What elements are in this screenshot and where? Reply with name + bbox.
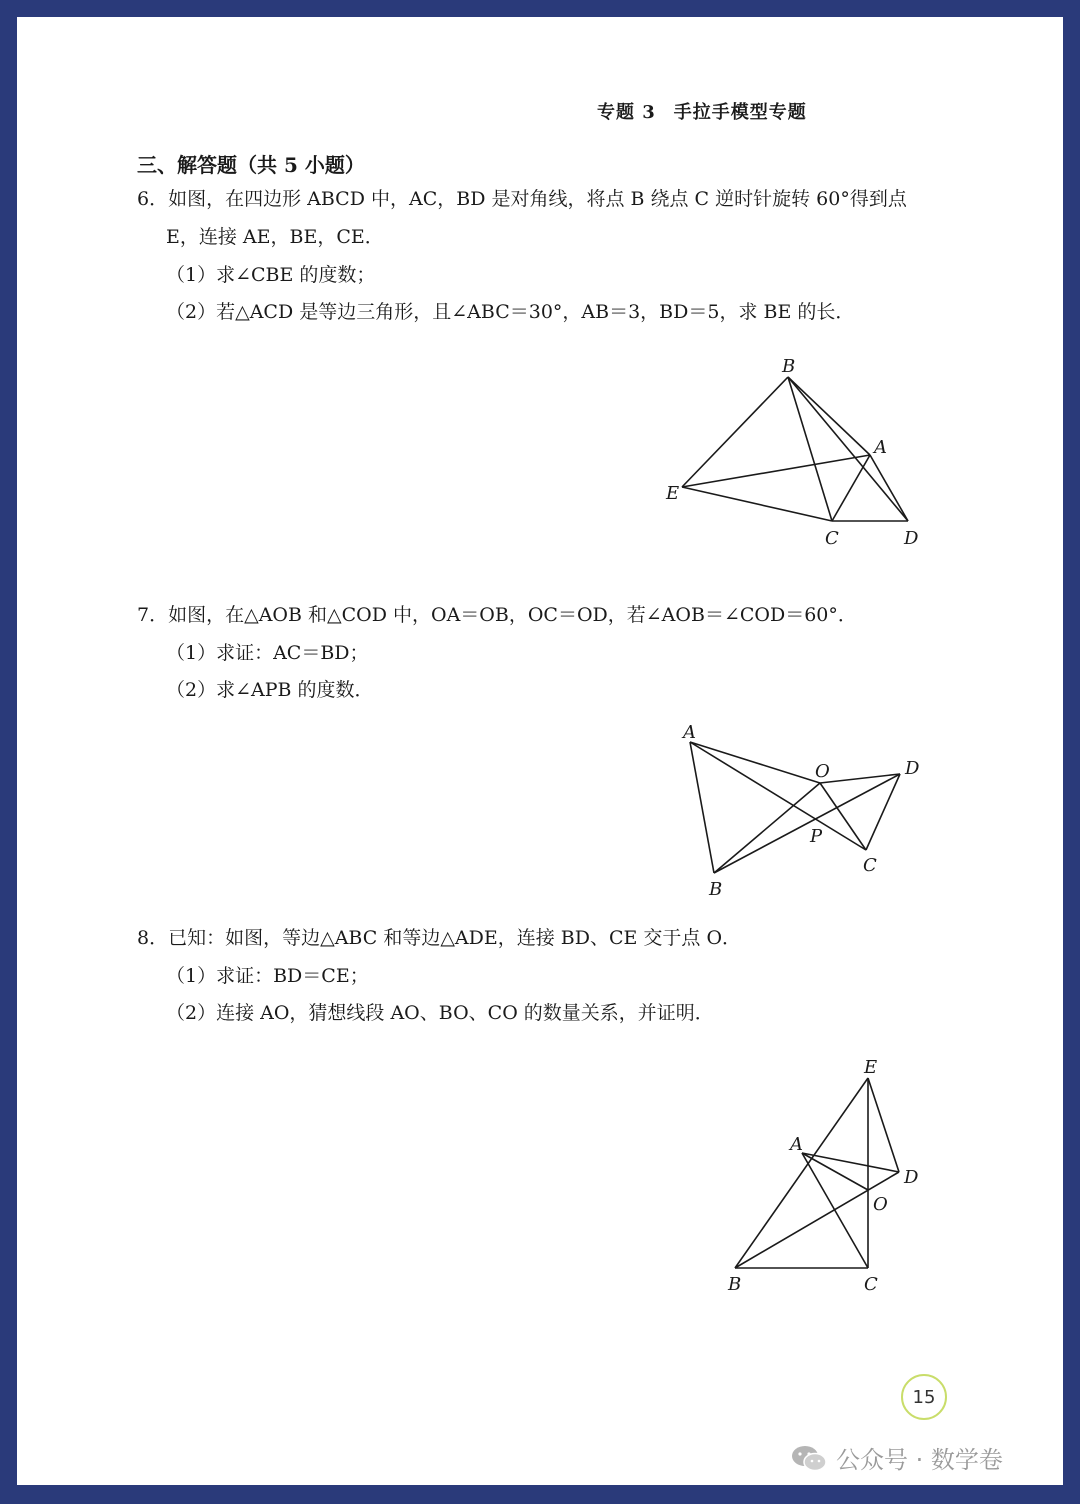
wechat-icon <box>790 1443 828 1473</box>
q6-label-C: C <box>825 528 839 549</box>
q8-part2: （2）连接 AO，猜想线段 AO、BO、CO 的数量关系，并证明． <box>166 1002 714 1024</box>
q8-seg-CA <box>802 1153 868 1268</box>
q7-label-C: C <box>863 855 877 876</box>
q6-label-E: E <box>666 483 680 504</box>
q7-label-D: D <box>905 758 920 779</box>
q8-seg-ED <box>868 1078 899 1172</box>
q7-label-P: P <box>810 826 823 847</box>
q7-label-A: A <box>683 722 696 743</box>
q8-label-O: O <box>873 1194 888 1215</box>
q6-part1: （1）求∠CBE 的度数； <box>166 264 376 286</box>
page-number: 15 <box>901 1374 947 1420</box>
q8-part1: （1）求证：BD＝CE； <box>166 965 369 987</box>
q6-label-D: D <box>904 528 919 549</box>
watermark <box>790 1440 1003 1475</box>
q8-label-E: E <box>864 1057 878 1078</box>
q8-label-C: C <box>864 1274 878 1295</box>
q8-label-B: B <box>728 1274 742 1295</box>
q8-label-D: D <box>904 1167 919 1188</box>
q6-label-B: B <box>782 356 796 377</box>
watermark-text: 公众号 · 数学卷 <box>836 1446 1003 1474</box>
q6-line2: E，连接 AE，BE，CE． <box>166 226 384 248</box>
q7-part1: （1）求证：AC＝BD； <box>166 642 369 664</box>
q7-part2: （2）求∠APB 的度数． <box>166 679 374 701</box>
q8-seg-AD <box>802 1153 899 1172</box>
q8-label-A: A <box>790 1134 803 1155</box>
q8-line1: 8．已知：如图，等边△ABC 和等边△ADE，连接 BD、CE 交于点 O． <box>137 927 742 949</box>
q7-label-B: B <box>709 879 723 900</box>
q6-part2: （2）若△ACD 是等边三角形，且∠ABC＝30°，AB＝3，BD＝5，求 BE 的长． <box>166 301 855 323</box>
section-title: 三、解答题（共 5 小题） <box>137 153 365 177</box>
q8-seg-BE <box>735 1078 868 1268</box>
q7-label-O: O <box>815 761 830 782</box>
header-title: 手拉手模型专题 <box>673 102 807 123</box>
q7-line1: 7．如图，在△AOB 和△COD 中，OA＝OB，OC＝OD，若∠AOB＝∠COD＝60°． <box>137 604 857 626</box>
q6-line1: 6．如图，在四边形 ABCD 中，AC，BD 是对角线，将点 B 绕点 C 逆时针旋转 60°得到点 <box>137 188 907 210</box>
q8-seg-BD <box>735 1172 899 1268</box>
header-topic: 专题 3 <box>597 102 656 123</box>
q6-label-A: A <box>874 437 887 458</box>
